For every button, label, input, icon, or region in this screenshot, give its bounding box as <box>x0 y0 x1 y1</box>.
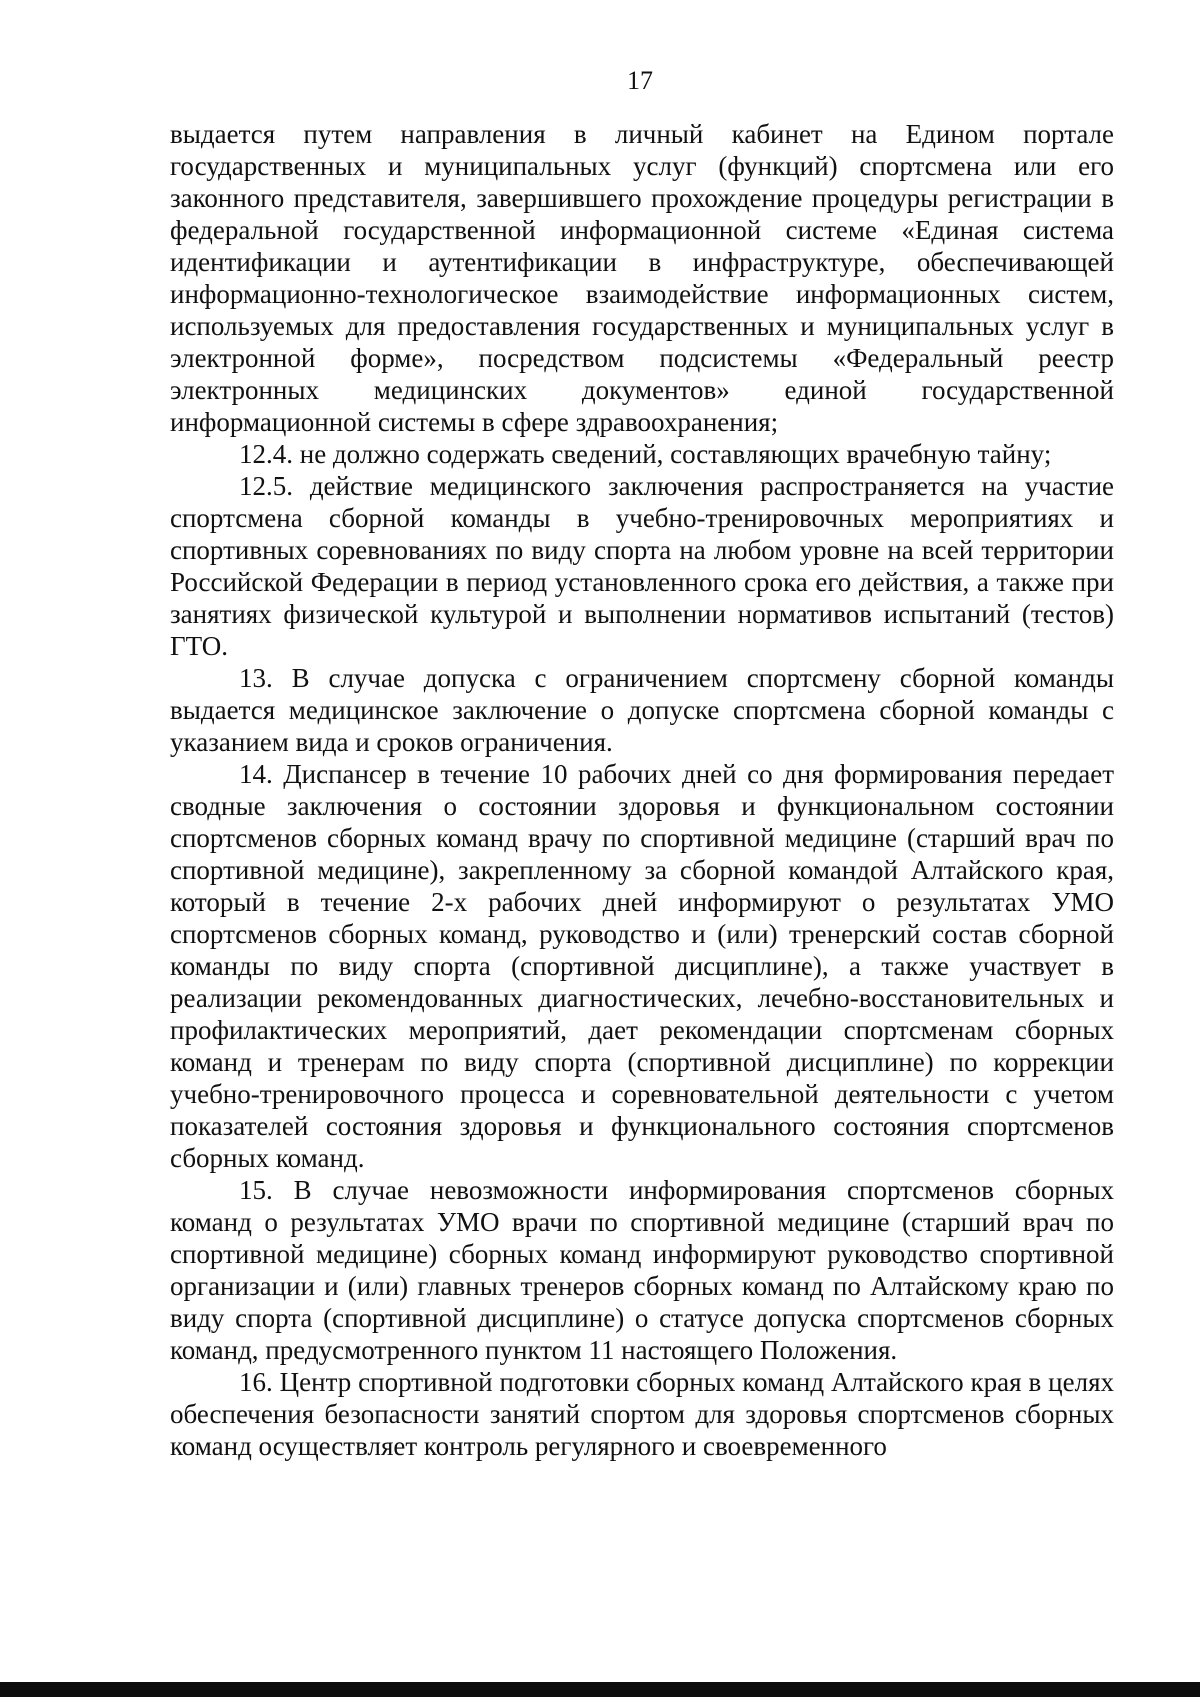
page-number: 17 <box>627 66 653 95</box>
paragraph-continuation: выдается путем направления в личный кабинет на Едином портале государственных и муниципальных услуг (функций) спортсмена или его законного представителя, завершившего прохождение процедуры регистрации в федеральной государственной информационной системе «Единая система идентификации и аутентификации в инфраструктуре, обеспечивающей информационно-технологическое взаимодействие информационных систем, используемых для предоставления государственных и муниципальных услуг в электронной форме», посредством подсистемы «Федеральный реестр электронных медицинских документов» единой государственной информационной системы в сфере здравоохранения; <box>170 119 1114 437</box>
paragraph-14: 14. Диспансер в течение 10 рабочих дней со дня формирования передает сводные заключения о состоянии здоровья и функциональном состоянии спортсменов сборных команд врачу по спортивной медицине (старший врач по спортивной медицине), закрепленному за сборной командой Алтайского края, который в течение 2-х рабочих дней информируют о результатах УМО спортсменов сборных команд, руководство и (или) тренерский состав сборной команды по виду спорта (спортивной дисциплине), а также участвует в реализации рекомендованных диагностических, лечебно-восстановительных и профилактических мероприятий, дает рекомендации спортсменам сборных команд и тренерам по виду спорта (спортивной дисциплине) по коррекции учебно-тренировочного процесса и соревновательной деятельности с учетом показателей состояния здоровья и функционального состояния спортсменов сборных команд. <box>170 759 1114 1173</box>
scan-bottom-edge <box>0 1682 1200 1697</box>
paragraph-15: 15. В случае невозможности информирования спортсменов сборных команд о результатах УМО врачи по спортивной медицине (старший врач по спортивной медицине) сборных команд информируют руководство спортивной организации и (или) главных тренеров сборных команд по Алтайскому краю по виду спорта (спортивной дисциплине) о статусе допуска спортсменов сборных команд, предусмотренного пунктом 11 настоящего Положения. <box>170 1175 1114 1365</box>
paragraph-12-4: 12.4. не должно содержать сведений, составляющих врачебную тайну; <box>239 439 1052 469</box>
paragraph-13: 13. В случае допуска с ограничением спортсмену сборной команды выдается медицинское заключение о допуске спортсмена сборной команды с указанием вида и сроков ограничения. <box>170 663 1114 757</box>
paragraph-16: 16. Центр спортивной подготовки сборных команд Алтайского края в целях обеспечения безопасности занятий спортом для здоровья спортсменов сборных команд осуществляет контроль регулярного и своевременного <box>170 1367 1114 1461</box>
paragraph-12-5: 12.5. действие медицинского заключения распространяется на участие спортсмена сборной команды в учебно-тренировочных мероприятиях и спортивных соревнованиях по виду спорта на любом уровне на всей территории Российской Федерации в период установленного срока его действия, а также при занятиях физической культурой и выполнении нормативов испытаний (тестов) ГТО. <box>170 471 1114 661</box>
document-body <box>170 118 1114 1462</box>
